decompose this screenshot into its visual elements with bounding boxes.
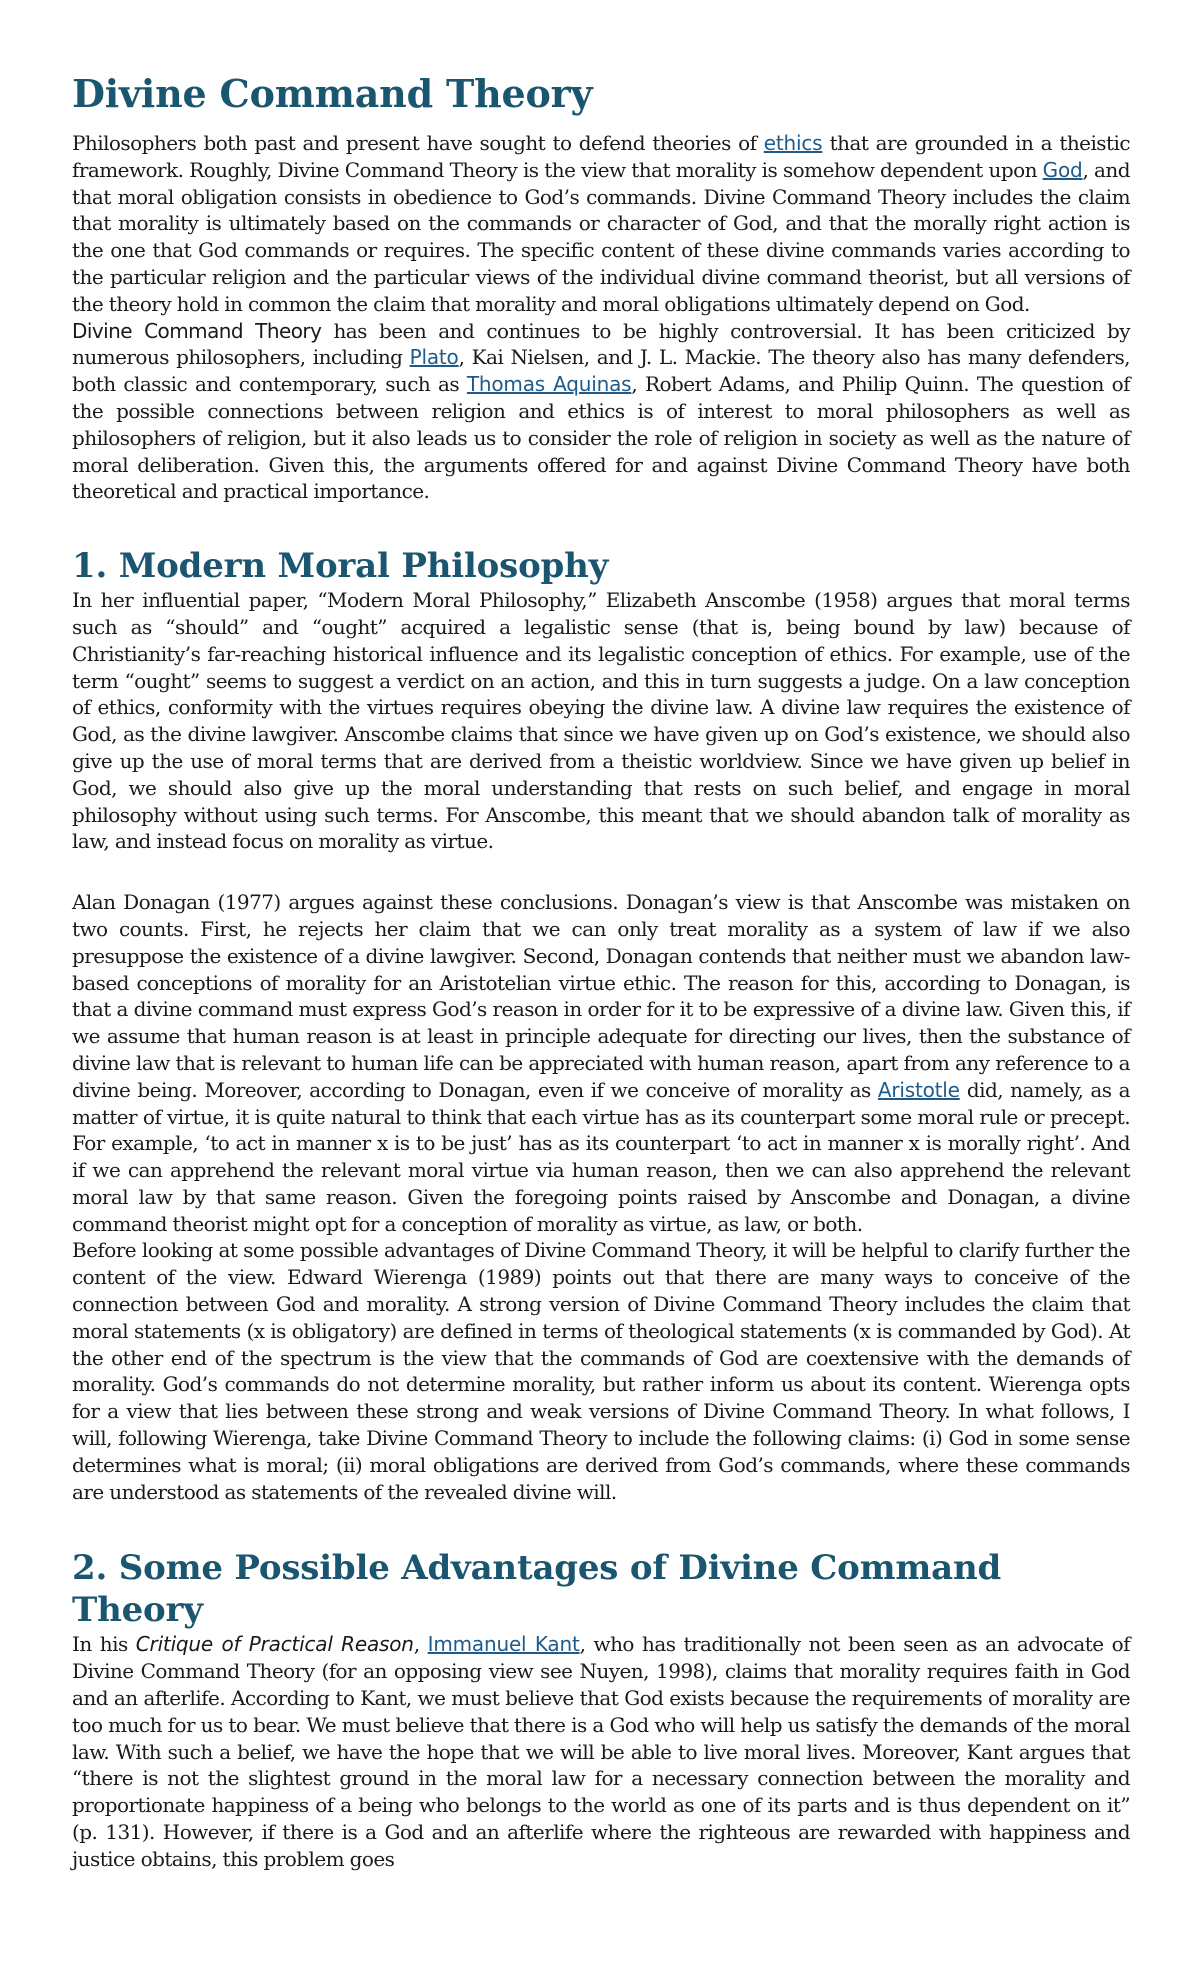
- intro-p2-text-3: , Robert Adams, and Philip Quinn. The question of the possible connections between religion and ethics is of interest to moral philosophers as well as philosophers of religion, but it also leads us to consider the role of religion in society as well as the nature of moral deliberation. Given this, the arguments offered for and against Divine Command Theory have both theoretical and practical importance.: [72, 372, 1130, 504]
- intro-p1-text-3: , and that moral obligation consists in obedience to God’s commands. Divine Command Theory includes the claim that morality is ultimately based on the commands or character of God, and that the morally right action is the one that God commands or requires. The specific content of these divine commands varies according to the particular religion and the particular views of the individual divine command theorist, but all versions of the theory hold in common the claim that morality and moral obligations ultimately depend on God.: [72, 157, 1131, 316]
- section-1-heading: 1. Modern Moral Philosophy: [72, 546, 609, 587]
- link-god[interactable]: God: [1042, 157, 1083, 182]
- link-plato[interactable]: Plato: [409, 345, 459, 370]
- link-aristotle[interactable]: Aristotle: [877, 1077, 960, 1102]
- section-1-paragraph-2: [72, 889, 1130, 1237]
- intro-p1-text-1: Philosophers both past and present have sought to defend theories of: [72, 131, 764, 155]
- s2-p1-text-3: , who has traditionally not been seen as an advocate of Divine Command Theory (for an opposing view see Nuyen, 1998), claims that morality requires faith in God and an afterlife. According to Kant, we must believe that God exists because the requirements of morality are too much for us to bear. We must believe that there is a God who will help us satisfy the demands of the moral law. With such a belief, we have the hope that we will be able to live moral lives. Moreover, Kant argues that “there is not the slightest ground in the moral law for a necessary connection between the morality and proportionate happiness of a being who belongs to the world as one of its parts and is thus dependent on it” (p. 131). However, if there is a God and an afterlife where the righteous are rewarded with happiness and justice obtains, this problem goes: [72, 1632, 1131, 1871]
- section-2-heading: 2. Some Possible Advantages of Divine Command Theory: [72, 1548, 1002, 1631]
- intro-p1-text-2: that are grounded in a theistic framework. Roughly, Divine Command Theory is the view that morality is somehow dependent upon: [72, 131, 1130, 182]
- link-immanuel-kant[interactable]: Immanuel Kant: [427, 1632, 580, 1657]
- s1-p2-text-1: Alan Donagan (1977) argues against these conclusions. Donagan’s view is that Anscombe was mistaken on two counts. First, he rejects her claim that we can only treat morality as a system of law if we also presuppose the existence of a divine lawgiver. Second, Donagan contends that neither must we abandon law-based conceptions of morality for an Aristotelian virtue ethic. The reason for this, according to Donagan, is that a divine command must express God’s reason in order for it to be expressive of a divine law. Given this, if we assume that human reason is at least in principle adequate for directing our lives, then the substance of divine law that is relevant to human life can be appreciated with human reason, apart from any reference to a divine being. Moreover, according to Donagan, even if we conceive of morality as: [72, 890, 1130, 1102]
- article: [72, 70, 1130, 1873]
- section-1-paragraph-1: In her influential paper, “Modern Moral Philosophy,” Elizabeth Anscombe (1958) argues that moral terms such as “should” and “ought” acquired a legalistic sense (that is, being bound by law) because of Christianity’s far-reaching historical influence and its legalistic conception of ethics. For example, use of the term “ought” seems to suggest a verdict on an action, and this in turn suggests a judge. On a law conception of ethics, conformity with the virtues requires obeying the divine law. A divine law requires the existence of God, as the divine lawgiver. Anscombe claims that since we have given up on God’s existence, we should also give up the use of moral terms that are derived from a theistic worldview. Since we have given up belief in God, we should also give up the moral understanding that rests on such belief, and engage in moral philosophy without using such terms. For Anscombe, this meant that we should abandon talk of morality as law, and instead focus on morality as virtue.: [72, 588, 1130, 854]
- s2-p1-text-1: In his: [72, 1632, 136, 1657]
- s2-p1-text-2: ,: [413, 1632, 428, 1657]
- intro-p2-lead: Divine Command Theory: [72, 318, 322, 343]
- link-thomas-aquinas[interactable]: Thomas Aquinas: [466, 372, 632, 397]
- intro-paragraph-1: [72, 130, 1130, 318]
- s1-p2-text-2: did, namely, as a matter of virtue, it is quite natural to think that each virtue has as its counterpart some moral rule or precept. For example, ‘to act in manner x is to be just’ has as its counterpart ‘to act in manner x is morally right’. And if we can apprehend the relevant moral virtue via human reason, then we can also apprehend the relevant moral law by that same reason. Given the foregoing points raised by Anscombe and Donagan, a divine command theorist might opt for a conception of morality as virtue, as law, or both.: [72, 1077, 1131, 1236]
- intro-p2-text-1: has been and continues to be highly controversial. It has been criticized by numerous philosophers, including: [72, 318, 1130, 370]
- section-2-paragraph-1: [72, 1631, 1130, 1872]
- section-1-paragraph-3: Before looking at some possible advantages of Divine Command Theory, it will be helpful to clarify further the content of the view. Edward Wierenga (1989) points out that there are many ways to conceive of the connection between God and morality. A strong version of Divine Command Theory includes the claim that moral statements (x is obligatory) are defined in terms of theological statements (x is commanded by God). At the other end of the spectrum is the view that the commands of God are coextensive with the demands of morality. God’s commands do not determine morality, but rather inform us about its content. Wierenga opts for a view that lies between these strong and weak versions of Divine Command Theory. In what follows, I will, following Wierenga, take Divine Command Theory to include the following claims: (i) God in some sense determines what is moral; (ii) moral obligations are derived from God’s commands, where these commands are understood as statements of the revealed divine will.: [72, 1238, 1130, 1504]
- critique-title: Critique of Practical Reason: [135, 1632, 414, 1657]
- intro-paragraph-2: [72, 318, 1130, 506]
- link-ethics[interactable]: ethics: [763, 131, 823, 155]
- intro-p2-text-2: , Kai Nielsen, and J. L. Mackie. The theory also has many defenders, both classic and contemporary, such as: [72, 345, 1130, 397]
- page-title: Divine Command Theory: [72, 71, 593, 116]
